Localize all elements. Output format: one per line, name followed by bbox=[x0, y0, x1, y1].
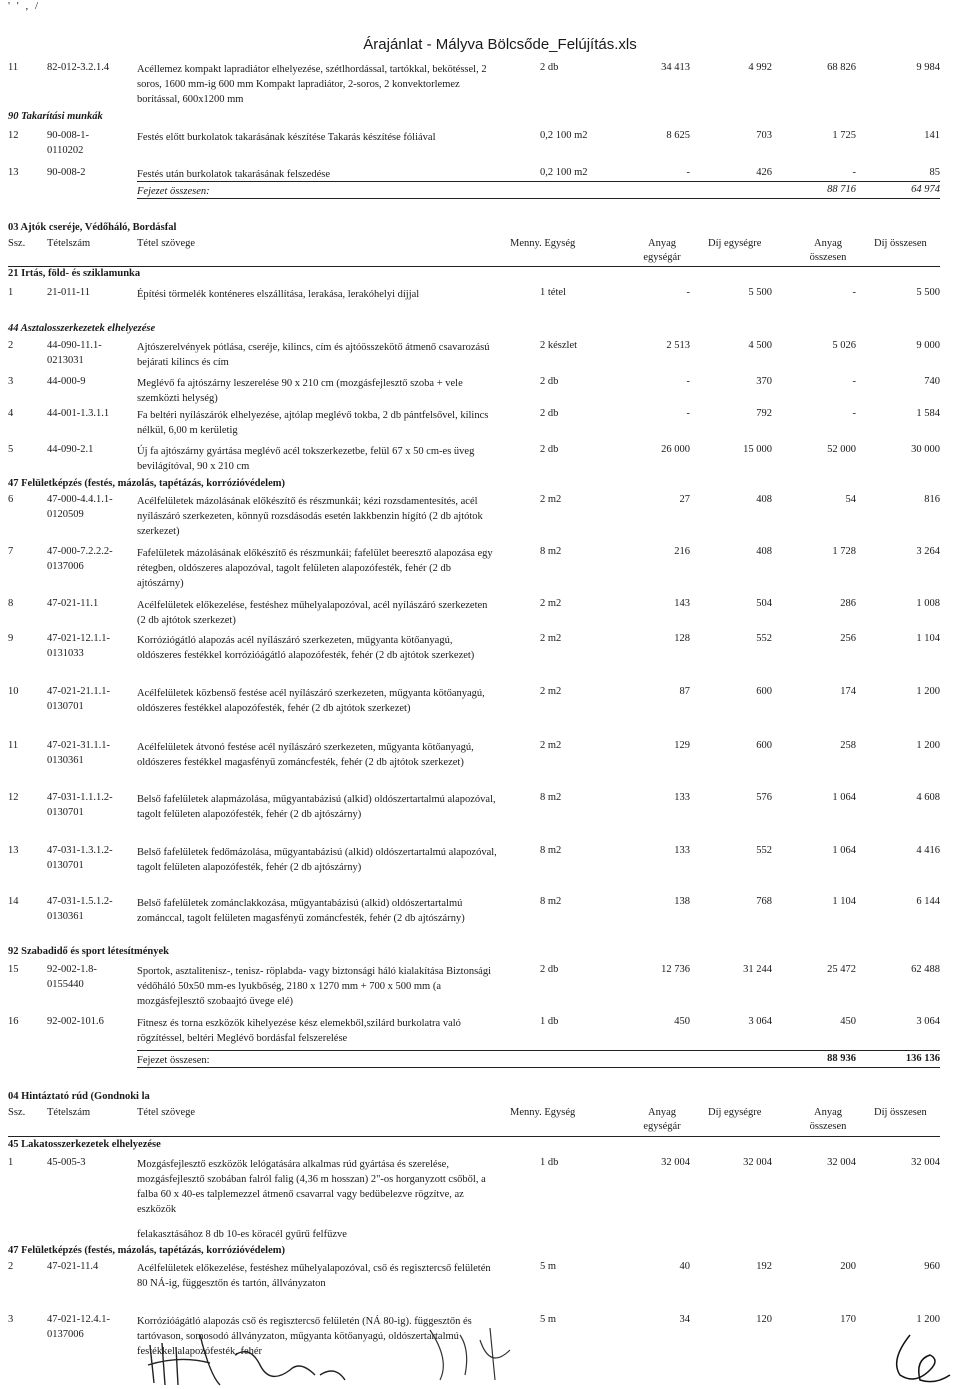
total-divider bbox=[137, 1067, 940, 1068]
fee-per-unit: 426 bbox=[756, 167, 772, 178]
row-number: 1 bbox=[8, 287, 14, 298]
material-total: 1 725 bbox=[832, 130, 856, 141]
item-description: Meglévő fa ajtószárny leszerelése 90 x 210 cm (mozgásfejlesztő szoba + vele szemközti helység) bbox=[137, 378, 463, 404]
fee-total: 6 144 bbox=[916, 896, 940, 907]
item-description: Acélfelületek átvonó festése acél nyílászáró szerkezeten, műgyanta kötőanyagú, oldószeres festékkel magasfényű zománcfesték, fehér (2 db ajtótok szerkezet) bbox=[137, 742, 474, 768]
item-description: Belső fafelületek zománclakkozása, műgyantabázisú (alkid) oldószertartalmú zománccal, tagolt felületen magasfényű zománcfesték, fehér (2 db ajtószárny) bbox=[137, 898, 465, 924]
fee-per-unit: 408 bbox=[756, 546, 772, 557]
material-unit-price: 27 bbox=[679, 494, 690, 505]
header-menny: Menny. Egység bbox=[510, 1107, 576, 1118]
row-number: 7 bbox=[8, 546, 14, 557]
material-unit-price: 2 513 bbox=[666, 340, 690, 351]
material-total: 1 064 bbox=[832, 845, 856, 856]
item-code: 47-031-1.3.1.2- bbox=[47, 845, 113, 856]
item-description: Acélfelületek közbenső festése acél nyílászáró szerkezeten, műgyanta kötőanyagú, oldószeres festékkel alapozófesték, fehér (2 db ajtótok szerkezet) bbox=[137, 688, 485, 714]
header-szoveg: Tétel szövege bbox=[137, 1107, 196, 1118]
chapter-total-label: Fejezet összesen: bbox=[137, 186, 210, 197]
row-number: 15 bbox=[8, 964, 19, 975]
material-unit-price: 40 bbox=[679, 1261, 690, 1272]
item-quantity: 2 db bbox=[540, 62, 559, 73]
item-code: 90-008-2 bbox=[47, 167, 86, 178]
item-code: 47-021-12.1.1- bbox=[47, 633, 110, 644]
item-code: 47-021-11.4 bbox=[47, 1261, 99, 1272]
item-code: 92-002-1.8- bbox=[47, 964, 97, 975]
fee-total: 740 bbox=[924, 376, 940, 387]
item-quantity: 5 m bbox=[540, 1314, 557, 1325]
item-quantity: 2 db bbox=[540, 376, 559, 387]
fee-total: 1 104 bbox=[916, 633, 940, 644]
material-unit-price: - bbox=[686, 408, 690, 419]
fee-total: 32 004 bbox=[911, 1157, 940, 1168]
fee-per-unit: 32 004 bbox=[743, 1157, 772, 1168]
material-unit-price: 138 bbox=[674, 896, 690, 907]
fee-per-unit: 120 bbox=[756, 1314, 772, 1325]
material-unit-price: 128 bbox=[674, 633, 690, 644]
item-quantity: 2 db bbox=[540, 964, 559, 975]
row-number: 14 bbox=[8, 896, 19, 907]
item-quantity: 1 tétel bbox=[540, 287, 566, 298]
material-total: - bbox=[852, 287, 856, 298]
material-total: 25 472 bbox=[827, 964, 856, 975]
item-description: Korróziógátló alapozás acél nyílászáró szerkezeten, műgyanta kötőanyagú, oldószeres festékkel korrózióágátló alapozófesték, fehér (2 db ajtótok szerkezet) bbox=[137, 635, 475, 661]
material-total: 1 728 bbox=[832, 546, 856, 557]
item-code-suffix: 0130701 bbox=[47, 860, 84, 871]
material-unit-price: - bbox=[686, 287, 690, 298]
fee-total: 1 584 bbox=[916, 408, 940, 419]
fee-total: 1 200 bbox=[916, 740, 940, 751]
fee-per-unit: 600 bbox=[756, 686, 772, 697]
material-total: 200 bbox=[840, 1261, 856, 1272]
item-code-suffix: 0213031 bbox=[47, 355, 84, 366]
item-code-suffix: 0130701 bbox=[47, 807, 84, 818]
material-unit-price: 26 000 bbox=[661, 444, 690, 455]
item-description: Építési törmelék konténeres elszállítása, lerakása, lerakóhelyi díjjal bbox=[137, 289, 420, 300]
section-heading: 47 Felületképzés (festés, mázolás, tapétázás, korrózióvédelem) bbox=[8, 1245, 286, 1256]
item-code-suffix: 0120509 bbox=[47, 509, 84, 520]
item-description: Fitnesz és torna eszközök kihelyezése kész elemekből,szilárd burkolatra való rögzítéssel, beltéri Meglévő bordásfal felszerelése bbox=[137, 1018, 461, 1044]
item-code-suffix: 0131033 bbox=[47, 648, 84, 659]
signature-right bbox=[880, 1330, 955, 1388]
fee-per-unit: 552 bbox=[756, 633, 772, 644]
material-total: 5 026 bbox=[832, 340, 856, 351]
item-quantity: 2 m2 bbox=[540, 686, 562, 697]
item-quantity: 8 m2 bbox=[540, 896, 562, 907]
chapter-total-fee: 136 136 bbox=[905, 1053, 940, 1064]
item-code: 47-021-31.1.1- bbox=[47, 740, 110, 751]
fee-per-unit: 3 064 bbox=[748, 1016, 772, 1027]
item-code: 45-005-3 bbox=[47, 1157, 86, 1168]
material-unit-price: 143 bbox=[674, 598, 690, 609]
fee-total: 85 bbox=[929, 167, 940, 178]
fee-total: 141 bbox=[924, 130, 940, 141]
row-number: 9 bbox=[8, 633, 14, 644]
material-total: 286 bbox=[840, 598, 856, 609]
row-number: 6 bbox=[8, 494, 14, 505]
material-unit-price: 216 bbox=[674, 546, 690, 557]
material-unit-price: - bbox=[686, 167, 690, 178]
fee-total: 5 500 bbox=[916, 287, 940, 298]
item-quantity: 0,2 100 m2 bbox=[540, 130, 588, 141]
header-ssz: Ssz. bbox=[8, 1107, 26, 1118]
item-code: 47-031-1.5.1.2- bbox=[47, 896, 113, 907]
fee-per-unit: 552 bbox=[756, 845, 772, 856]
fee-total: 960 bbox=[924, 1261, 940, 1272]
item-description: Ajtószerelvények pótlása, cseréje, kilincs, cím és ajtóösszekötő átmenő csavarozású bejárati kilincs és cím bbox=[137, 342, 490, 368]
material-total: 52 000 bbox=[827, 444, 856, 455]
row-number: 13 bbox=[8, 167, 19, 178]
material-total: - bbox=[852, 167, 856, 178]
item-code-suffix: 0137006 bbox=[47, 561, 84, 572]
row-number: 16 bbox=[8, 1016, 19, 1027]
material-unit-price: 34 bbox=[679, 1314, 690, 1325]
row-number: 10 bbox=[8, 686, 19, 697]
item-description: Acélfelületek előkezelése, festéshez műhelyalapozóval, acél nyílászáró szerkezeten (2 db ajtótok szerkezet) bbox=[137, 600, 488, 626]
row-number: 13 bbox=[8, 845, 19, 856]
item-code: 44-000-9 bbox=[47, 376, 86, 387]
header-tetelszam: Tételszám bbox=[47, 1107, 91, 1118]
total-divider bbox=[137, 198, 940, 199]
item-code: 82-012-3.2.1.4 bbox=[47, 62, 110, 73]
item-description: Belső fafelületek fedőmázolása, műgyantabázisú (alkid) oldószertartalmú alapozóval, tagolt felületen alapozófesték, fehér (2 db ajtószárny) bbox=[137, 847, 497, 873]
item-code-suffix: 0130361 bbox=[47, 911, 84, 922]
fee-total: 3 264 bbox=[916, 546, 940, 557]
fee-total: 30 000 bbox=[911, 444, 940, 455]
header-divider bbox=[8, 1136, 940, 1137]
fee-per-unit: 576 bbox=[756, 792, 772, 803]
material-total: - bbox=[852, 376, 856, 387]
header-dij-osszesen: Díj összesen bbox=[874, 1107, 927, 1118]
material-total: 68 826 bbox=[827, 62, 856, 73]
header-anyag-egysegar: Anyag egységár bbox=[643, 1107, 681, 1132]
header-anyag-osszesen: Anyag összesen bbox=[809, 1107, 847, 1132]
material-total: 1 104 bbox=[832, 896, 856, 907]
header-szoveg: Tétel szövege bbox=[137, 238, 196, 249]
material-total: - bbox=[852, 408, 856, 419]
fee-total: 1 200 bbox=[916, 686, 940, 697]
item-code: 47-021-11.1 bbox=[47, 598, 99, 609]
fee-per-unit: 768 bbox=[756, 896, 772, 907]
item-code: 21-011-11 bbox=[47, 287, 90, 298]
material-total: 258 bbox=[840, 740, 856, 751]
section-heading: 90 Takarítási munkák bbox=[8, 111, 103, 122]
item-code: 47-031-1.1.1.2- bbox=[47, 792, 113, 803]
material-unit-price: 34 413 bbox=[661, 62, 690, 73]
material-unit-price: 133 bbox=[674, 792, 690, 803]
material-total: 450 bbox=[840, 1016, 856, 1027]
item-code: 44-090-11.1- bbox=[47, 340, 102, 351]
total-divider bbox=[137, 181, 940, 182]
item-quantity: 1 db bbox=[540, 1016, 559, 1027]
item-code: 44-001-1.3.1.1 bbox=[47, 408, 110, 419]
fee-total: 1 008 bbox=[916, 598, 940, 609]
item-description: Acéllemez kompakt lapradiátor elhelyezése, szétlhordással, tartókkal, bekötéssel, 2 soros, 1600 mm-ig 600 mm Kompakt lapradiátor, 2-soros, 2 konvektorlemez borítással, 600x1200 mm bbox=[137, 64, 487, 105]
item-quantity: 1 db bbox=[540, 1157, 559, 1168]
material-unit-price: - bbox=[686, 376, 690, 387]
material-unit-price: 133 bbox=[674, 845, 690, 856]
item-description: Korrózióágátló alapozás cső és regisztercső felületén (NÁ 80-ig). függesztőn és tartóvason, somosodó állványzaton, műgyanta kötőanyagú, oldószertartalmú festékkel alapozófesték, fehér bbox=[137, 1316, 472, 1357]
header-tetelszam: Tételszám bbox=[47, 238, 91, 249]
item-quantity: 8 m2 bbox=[540, 792, 562, 803]
item-quantity: 2 db bbox=[540, 444, 559, 455]
item-code: 47-000-7.2.2.2- bbox=[47, 546, 113, 557]
row-number: 3 bbox=[8, 376, 14, 387]
item-quantity: 2 m2 bbox=[540, 740, 562, 751]
fee-per-unit: 15 000 bbox=[743, 444, 772, 455]
item-description: Új fa ajtószárny gyártása meglévő acél tokszerkezetbe, felül 67 x 50 cm-es üveg bevilágítóval, 90 x 210 cm bbox=[137, 446, 475, 472]
item-code-suffix: 0110202 bbox=[47, 145, 84, 156]
row-number: 8 bbox=[8, 598, 14, 609]
fee-per-unit: 5 500 bbox=[748, 287, 772, 298]
header-dij-osszesen: Díj összesen bbox=[874, 238, 927, 249]
header-menny: Menny. Egység bbox=[510, 238, 576, 249]
item-description: Festés előtt burkolatok takarásának készítése Takarás készítése fóliával bbox=[137, 132, 436, 143]
fee-per-unit: 31 244 bbox=[743, 964, 772, 975]
section-heading: 92 Szabadidő és sport létesítmények bbox=[8, 946, 169, 957]
row-number: 2 bbox=[8, 340, 14, 351]
fee-total: 1 200 bbox=[916, 1314, 940, 1325]
item-code: 47-000-4.4.1.1- bbox=[47, 494, 113, 505]
fee-total: 9 000 bbox=[916, 340, 940, 351]
corner-marks: ' ' , / bbox=[8, 0, 41, 12]
item-quantity: 8 m2 bbox=[540, 845, 562, 856]
item-code: 44-090-2.1 bbox=[47, 444, 94, 455]
row-number: 12 bbox=[8, 130, 19, 141]
fee-per-unit: 4 500 bbox=[748, 340, 772, 351]
material-unit-price: 129 bbox=[674, 740, 690, 751]
material-unit-price: 8 625 bbox=[666, 130, 690, 141]
chapter-heading: 04 Hintáztató rúd (Gondnoki la bbox=[8, 1091, 150, 1102]
material-total: 54 bbox=[845, 494, 856, 505]
header-ssz: Ssz. bbox=[8, 238, 26, 249]
item-description: Acélfelületek előkezelése, festéshez műhelyalapozóval, cső és regisztercső felületén 80 NÁ-ig, függesztőn és tartón, állványzaton bbox=[137, 1263, 491, 1289]
item-code: 47-021-12.4.1- bbox=[47, 1314, 110, 1325]
section-heading: 45 Lakatosszerkezetek elhelyezése bbox=[8, 1139, 161, 1150]
material-unit-price: 87 bbox=[679, 686, 690, 697]
chapter-total-fee: 64 974 bbox=[911, 184, 940, 195]
material-unit-price: 32 004 bbox=[661, 1157, 690, 1168]
fee-total: 816 bbox=[924, 494, 940, 505]
item-description: Fa beltéri nyílászárók elhelyezése, ajtólap meglévő tokba, 2 db pántfelsővel, kilincs nélkül, 6,00 m kerületig bbox=[137, 410, 489, 436]
fee-total: 4 416 bbox=[916, 845, 940, 856]
item-quantity: 2 m2 bbox=[540, 598, 562, 609]
chapter-total-material: 88 936 bbox=[827, 1053, 856, 1064]
item-code: 47-021-21.1.1- bbox=[47, 686, 110, 697]
total-divider bbox=[137, 1050, 940, 1051]
row-number: 11 bbox=[8, 740, 19, 751]
item-code-suffix: 0130361 bbox=[47, 755, 84, 766]
item-quantity: 2 készlet bbox=[540, 340, 578, 351]
material-total: 32 004 bbox=[827, 1157, 856, 1168]
chapter-heading: 03 Ajtók cseréje, Védőháló, Bordásfal bbox=[8, 222, 177, 233]
item-quantity: 5 m bbox=[540, 1261, 557, 1272]
row-number: 4 bbox=[8, 408, 14, 419]
item-description: Acélfelületek mázolásának előkészítő és részmunkái; kézi rozsdamentesítés, acél nyílászáró szerkezeten, könnyű rozsdásodás esetén lakkbenzin hígító (2 db ajtótok szerkezet) bbox=[137, 496, 483, 537]
item-quantity: 2 db bbox=[540, 408, 559, 419]
fee-total: 9 984 bbox=[916, 62, 940, 73]
item-code-suffix: 0155440 bbox=[47, 979, 84, 990]
material-total: 256 bbox=[840, 633, 856, 644]
chapter-total-material: 88 716 bbox=[827, 184, 856, 195]
row-number: 5 bbox=[8, 444, 14, 455]
header-dij-egysegre: Díj egységre bbox=[708, 1107, 762, 1118]
section-heading: 21 Irtás, föld- és sziklamunka bbox=[8, 268, 141, 279]
row-number: 3 bbox=[8, 1314, 14, 1325]
item-description: Belső fafelületek alapmázolása, műgyantabázisú (alkid) oldószertartalmú alapozóval, tagolt felületen alapozófesték, fehér (2 db ajtószárny) bbox=[137, 794, 496, 820]
chapter-total-label: Fejezet összesen: bbox=[137, 1055, 210, 1066]
item-description: Festés után burkolatok takarásának felszedése bbox=[137, 169, 331, 180]
page-title: Árajánlat - Mályva Bölcsőde_Felújítás.xls bbox=[363, 36, 637, 53]
item-description: Sportok, asztalitenisz-, tenisz- röplabda- vagy biztonsági háló kialakítása Biztonsági védőháló 50x50 mm-es lyukbőség, 2180 x 1270 mm + 700 x 500 mm (a mozgásfejlesztő szobaajtó üvege elé) bbox=[137, 966, 491, 1007]
fee-total: 4 608 bbox=[916, 792, 940, 803]
item-quantity: 2 m2 bbox=[540, 494, 562, 505]
fee-per-unit: 4 992 bbox=[748, 62, 772, 73]
fee-per-unit: 703 bbox=[756, 130, 772, 141]
item-quantity: 8 m2 bbox=[540, 546, 562, 557]
material-unit-price: 12 736 bbox=[661, 964, 690, 975]
fee-per-unit: 192 bbox=[756, 1261, 772, 1272]
material-total: 174 bbox=[840, 686, 856, 697]
material-total: 1 064 bbox=[832, 792, 856, 803]
fee-per-unit: 504 bbox=[756, 598, 772, 609]
section-heading: 44 Asztalosszerkezetek elhelyezése bbox=[8, 323, 156, 334]
fee-total: 62 488 bbox=[911, 964, 940, 975]
item-description-continued: felakasztásához 8 db 10-es köracél gyűrű felfűzve bbox=[137, 1229, 347, 1240]
item-code-suffix: 0137006 bbox=[47, 1329, 84, 1340]
material-unit-price: 450 bbox=[674, 1016, 690, 1027]
item-code: 92-002-101.6 bbox=[47, 1016, 104, 1027]
row-number: 2 bbox=[8, 1261, 14, 1272]
header-anyag-osszesen: Anyag összesen bbox=[809, 238, 847, 263]
row-number: 11 bbox=[8, 62, 19, 73]
item-code: 90-008-1- bbox=[47, 130, 89, 141]
item-quantity: 0,2 100 m2 bbox=[540, 167, 588, 178]
row-number: 12 bbox=[8, 792, 19, 803]
item-description: Mozgásfejlesztő eszközök lelógatására alkalmas rúd gyártása és szerelése, mozgásfejlesztő szobában falról falig (4,36 m hosszan) 2"-os horganyzott csőből, a falba 60 x 40-es talplemezzel átmenő csavarral vagy bedübelezve rögzítve, az eszközök bbox=[137, 1159, 486, 1215]
fee-per-unit: 600 bbox=[756, 740, 772, 751]
section-heading: 47 Felületképzés (festés, mázolás, tapétázás, korrózióvédelem) bbox=[8, 478, 286, 489]
material-total: 170 bbox=[840, 1314, 856, 1325]
fee-per-unit: 370 bbox=[756, 376, 772, 387]
item-code-suffix: 0130701 bbox=[47, 701, 84, 712]
fee-per-unit: 408 bbox=[756, 494, 772, 505]
fee-per-unit: 792 bbox=[756, 408, 772, 419]
header-dij-egysegre: Díj egységre bbox=[708, 238, 762, 249]
item-quantity: 2 m2 bbox=[540, 633, 562, 644]
fee-total: 3 064 bbox=[916, 1016, 940, 1027]
header-divider bbox=[8, 266, 940, 267]
item-description: Fafelületek mázolásának előkészítő és részmunkái; fafelület beeresztő alapozása egy rétegben, oldószeres alapozóval, tagolt felületen alapozófesték, fehér (2 db ajtószárny) bbox=[137, 548, 493, 589]
header-anyag-egysegar: Anyag egységár bbox=[643, 238, 681, 263]
row-number: 1 bbox=[8, 1157, 14, 1168]
